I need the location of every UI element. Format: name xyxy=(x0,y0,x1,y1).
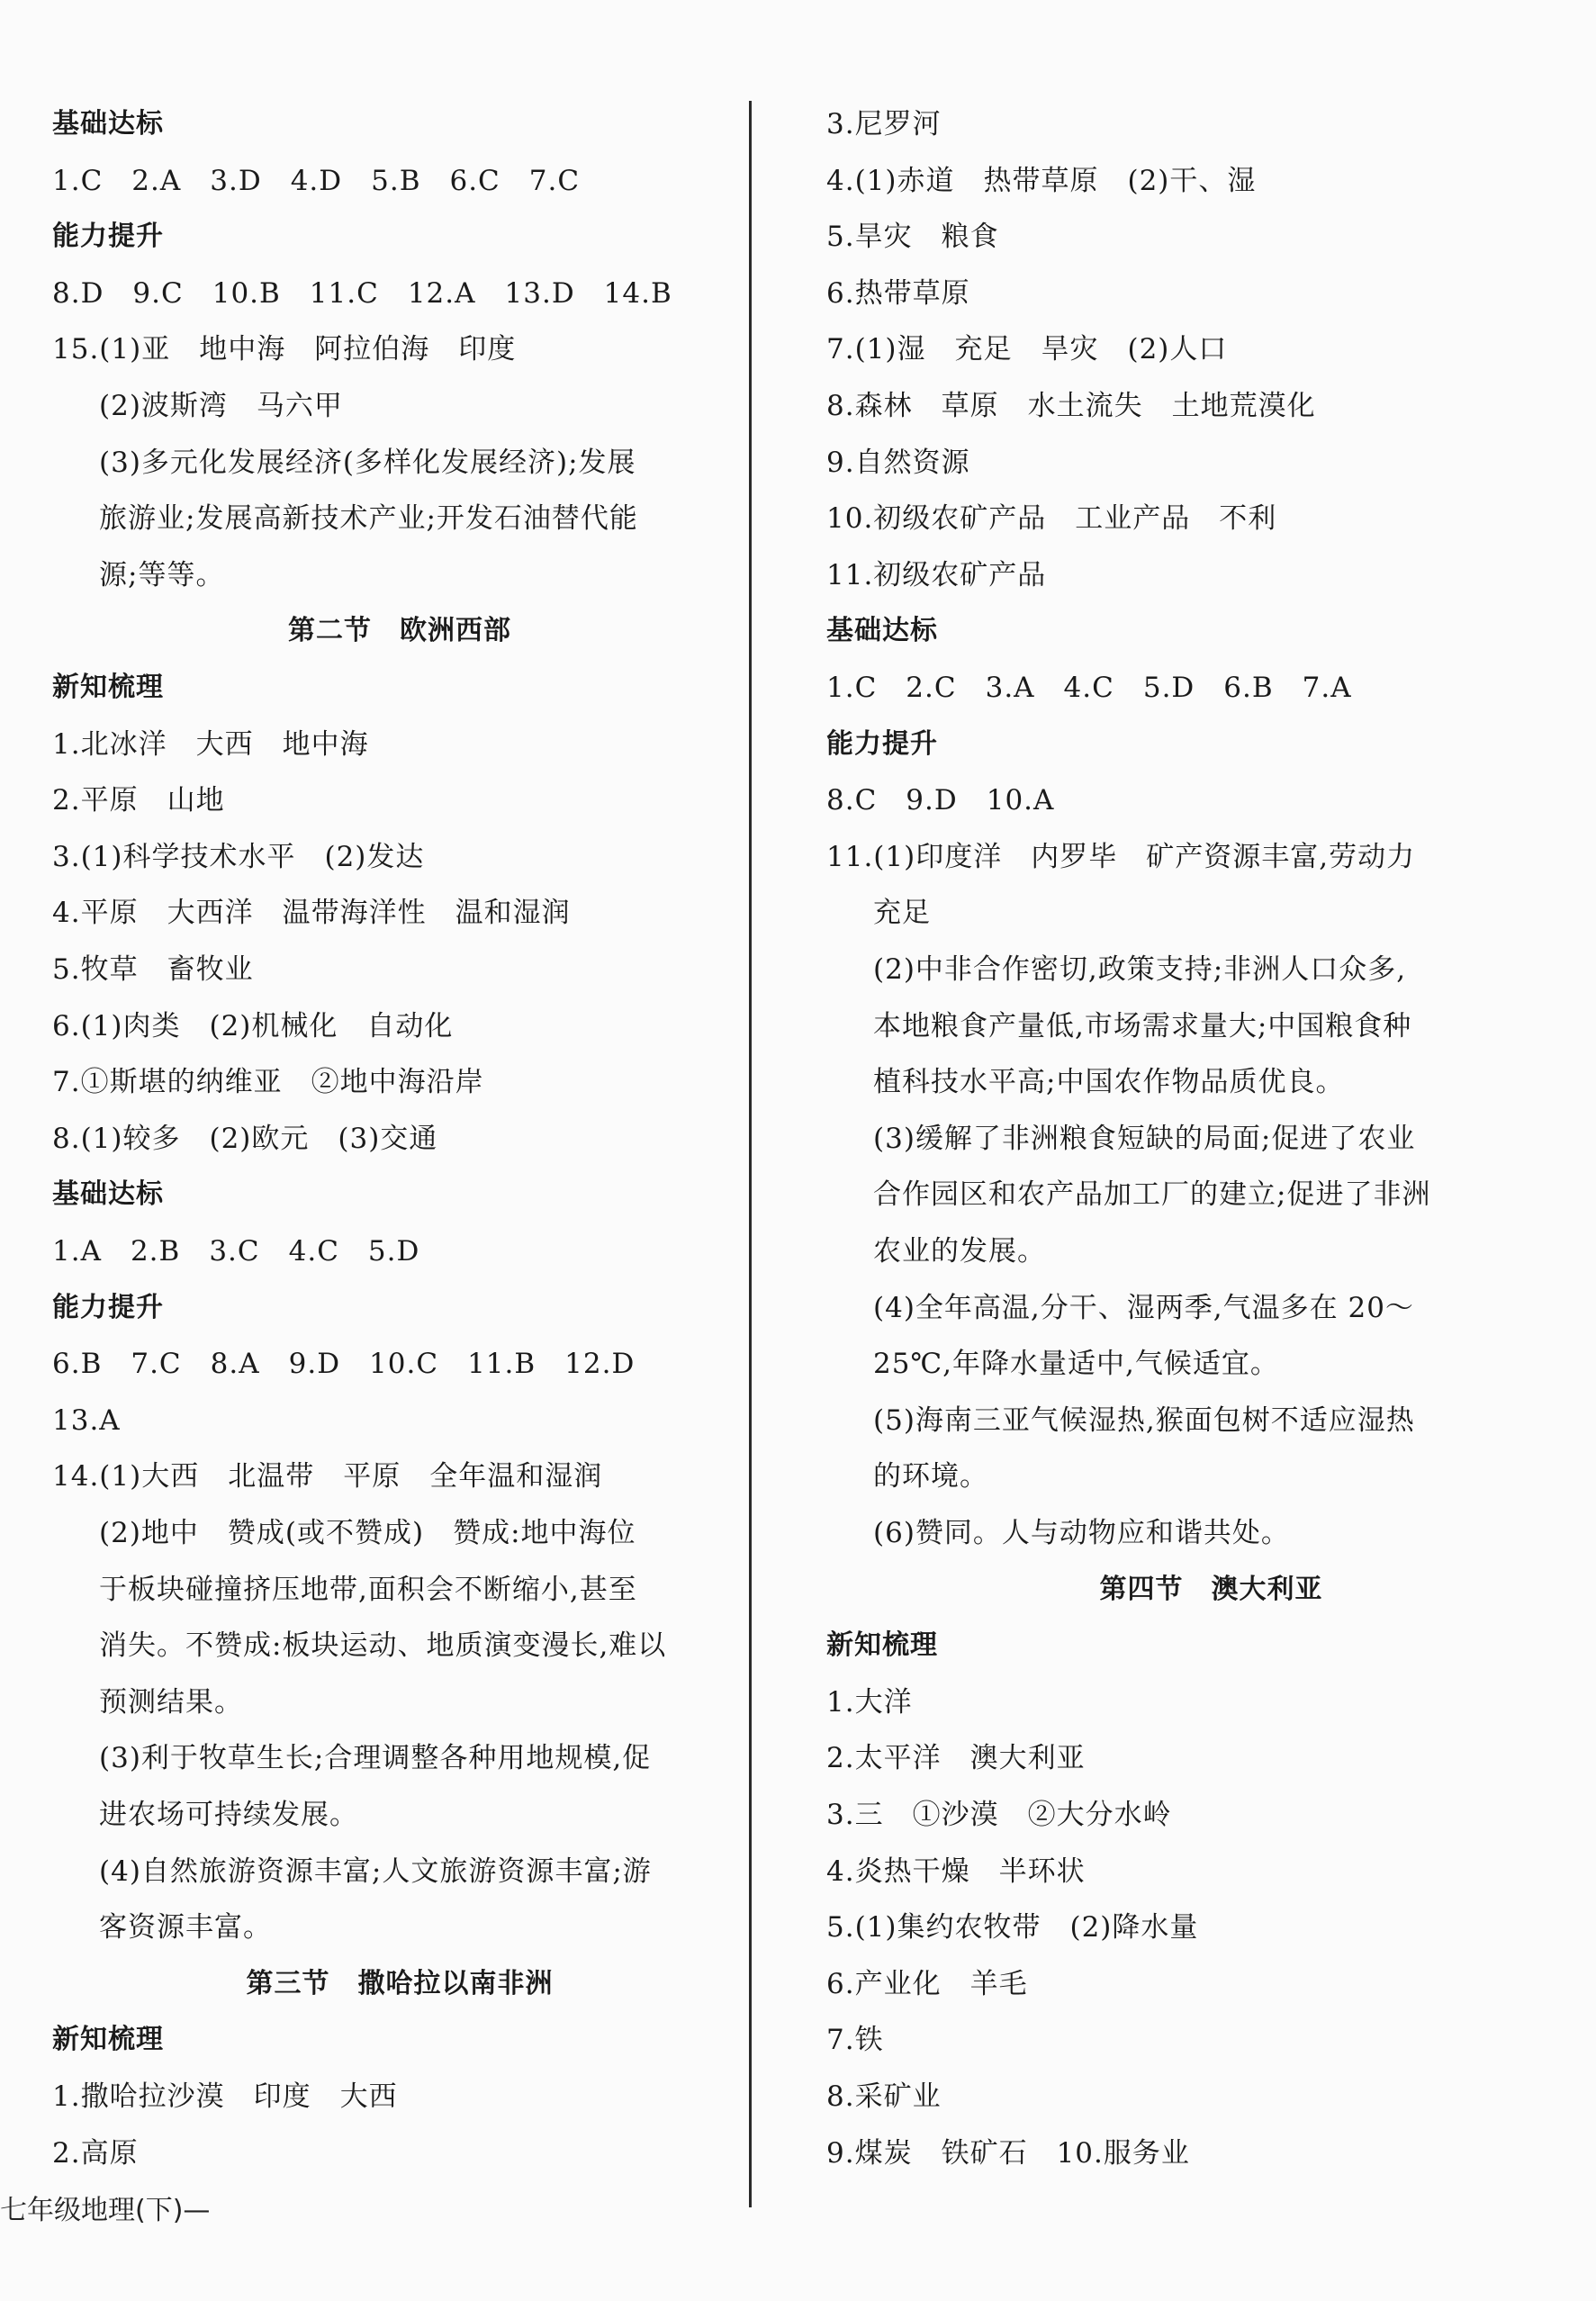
answer-line: 9.煤炭 铁矿石 10.服务业 xyxy=(826,2136,1190,2170)
section-subheading: 新知梳理 xyxy=(52,672,164,703)
section-title: 第二节 欧洲西部 xyxy=(288,615,511,647)
answer-line: 旅游业;发展高新技术产业;开发石油替代能 xyxy=(99,502,638,536)
answer-line: (4)全年高温,分干、湿两季,气温多在 20～ xyxy=(873,1291,1414,1324)
answer-line: 1.A 2.B 3.C 4.C 5.D xyxy=(52,1235,420,1268)
answer-line: 农业的发展。 xyxy=(873,1235,1046,1268)
answer-line: 8.采矿业 xyxy=(826,2080,942,2113)
answer-line: 3.(1)科学技术水平 (2)发达 xyxy=(52,840,425,873)
answer-line: 5.(1)集约农牧带 (2)降水量 xyxy=(826,1911,1199,1945)
answer-line: 5.旱灾 粮食 xyxy=(826,221,999,254)
answer-line: 25℃,年降水量适中,气候适宜。 xyxy=(873,1348,1279,1381)
answer-line: 4.平原 大西洋 温带海洋性 温和湿润 xyxy=(52,897,571,930)
answer-line: 6.(1)肉类 (2)机械化 自动化 xyxy=(52,1009,454,1042)
answer-line: 14.(1)大西 北温带 平原 全年温和湿润 xyxy=(52,1460,603,1493)
answer-line: 11.(1)印度洋 内罗毕 矿产资源丰富,劳动力 xyxy=(826,840,1416,873)
answer-line: 15.(1)亚 地中海 阿拉伯海 印度 xyxy=(52,333,517,366)
answer-line: (2)中非合作密切,政策支持;非洲人口众多, xyxy=(873,953,1407,986)
answer-line: 预测结果。 xyxy=(99,1685,243,1719)
answer-line: (3)多元化发展经济(多样化发展经济);发展 xyxy=(99,446,636,479)
answer-line: 6.产业化 羊毛 xyxy=(826,1967,1028,2000)
answer-line: 8.森林 草原 水土流失 土地荒漠化 xyxy=(826,390,1316,422)
answer-line: (3)利于牧草生长;合理调整各种用地规模,促 xyxy=(99,1742,652,1775)
page-footer: 七年级地理(下)— xyxy=(0,2195,211,2226)
answer-line: (2)地中 赞成(或不赞成) 赞成:地中海位 xyxy=(99,1517,636,1549)
answer-line: 进农场可持续发展。 xyxy=(99,1799,358,1831)
answer-line: 2.高原 xyxy=(52,2136,139,2170)
answer-line: 1.C 2.A 3.D 4.D 5.B 6.C 7.C xyxy=(52,164,581,197)
answer-line: 2.平原 山地 xyxy=(52,784,225,817)
answer-line: 1.撒哈拉沙漠 印度 大西 xyxy=(52,2080,398,2113)
answer-line: (4)自然旅游资源丰富;人文旅游资源丰富;游 xyxy=(99,1854,652,1888)
section-subheading: 基础达标 xyxy=(52,108,164,140)
answer-line: 合作园区和农产品加工厂的建立;促进了非洲 xyxy=(873,1178,1431,1212)
answer-line: 4.(1)赤道 热带草原 (2)干、湿 xyxy=(826,164,1257,197)
answer-line: 9.自然资源 xyxy=(826,446,970,479)
answer-line: 1.C 2.C 3.A 4.C 5.D 6.B 7.A xyxy=(826,672,1352,704)
answer-line: 13.A xyxy=(52,1403,121,1437)
answer-line: 充足 xyxy=(873,897,931,930)
answer-line: 5.牧草 畜牧业 xyxy=(52,953,254,986)
section-subheading: 能力提升 xyxy=(52,221,164,253)
section-title: 第四节 澳大利亚 xyxy=(1099,1573,1323,1605)
answer-line: 客资源丰富。 xyxy=(99,1911,272,1945)
answer-line: 4.炎热干燥 半环状 xyxy=(826,1854,1086,1888)
answer-line: 1.大洋 xyxy=(826,1685,913,1719)
answer-line: 植科技水平高;中国农作物品质优良。 xyxy=(873,1066,1345,1099)
answer-line: 11.初级农矿产品 xyxy=(826,558,1047,591)
answer-line: 8.C 9.D 10.A xyxy=(826,784,1055,817)
answer-line: (3)缓解了非洲粮食短缺的局面;促进了农业 xyxy=(873,1122,1416,1155)
section-title: 第三节 撒哈拉以南非洲 xyxy=(246,1967,554,1999)
answer-line: 源;等等。 xyxy=(99,558,225,591)
answer-line: 2.太平洋 澳大利亚 xyxy=(826,1742,1086,1775)
answer-line: 3.尼罗河 xyxy=(826,108,942,140)
answer-line: 本地粮食产量低,市场需求量大;中国粮食种 xyxy=(873,1009,1412,1042)
answer-line: 1.北冰洋 大西 地中海 xyxy=(52,727,369,761)
answer-line: 3.三 ①沙漠 ②大分水岭 xyxy=(826,1799,1172,1831)
answer-line: (5)海南三亚气候湿热,猴面包树不适应湿热 xyxy=(873,1403,1415,1437)
section-subheading: 能力提升 xyxy=(826,727,938,760)
answer-line: 7.(1)湿 充足 旱灾 (2)人口 xyxy=(826,333,1228,366)
answer-line: 的环境。 xyxy=(873,1460,988,1493)
answer-line: 10.初级农矿产品 工业产品 不利 xyxy=(826,502,1277,536)
answer-line: 8.D 9.C 10.B 11.C 12.A 13.D 14.B xyxy=(52,276,672,310)
answer-line: 8.(1)较多 (2)欧元 (3)交通 xyxy=(52,1122,438,1155)
answer-line: 于板块碰撞挤压地带,面积会不断缩小,甚至 xyxy=(99,1573,637,1606)
section-subheading: 基础达标 xyxy=(826,615,938,647)
section-subheading: 基础达标 xyxy=(52,1178,164,1211)
answer-line: 6.热带草原 xyxy=(826,276,970,310)
answer-line: (2)波斯湾 马六甲 xyxy=(99,390,343,422)
answer-line: 7.①斯堪的纳维亚 ②地中海沿岸 xyxy=(52,1066,484,1099)
section-subheading: 新知梳理 xyxy=(826,1629,938,1662)
answer-line: (6)赞同。人与动物应和谐共处。 xyxy=(873,1517,1290,1549)
section-subheading: 能力提升 xyxy=(52,1291,164,1323)
column-divider xyxy=(749,101,752,2207)
answer-line: 6.B 7.C 8.A 9.D 10.C 11.B 12.D xyxy=(52,1348,636,1381)
answer-line: 消失。不赞成:板块运动、地质演变漫长,难以 xyxy=(99,1629,667,1663)
answer-line: 7.铁 xyxy=(826,2024,884,2057)
section-subheading: 新知梳理 xyxy=(52,2024,164,2056)
